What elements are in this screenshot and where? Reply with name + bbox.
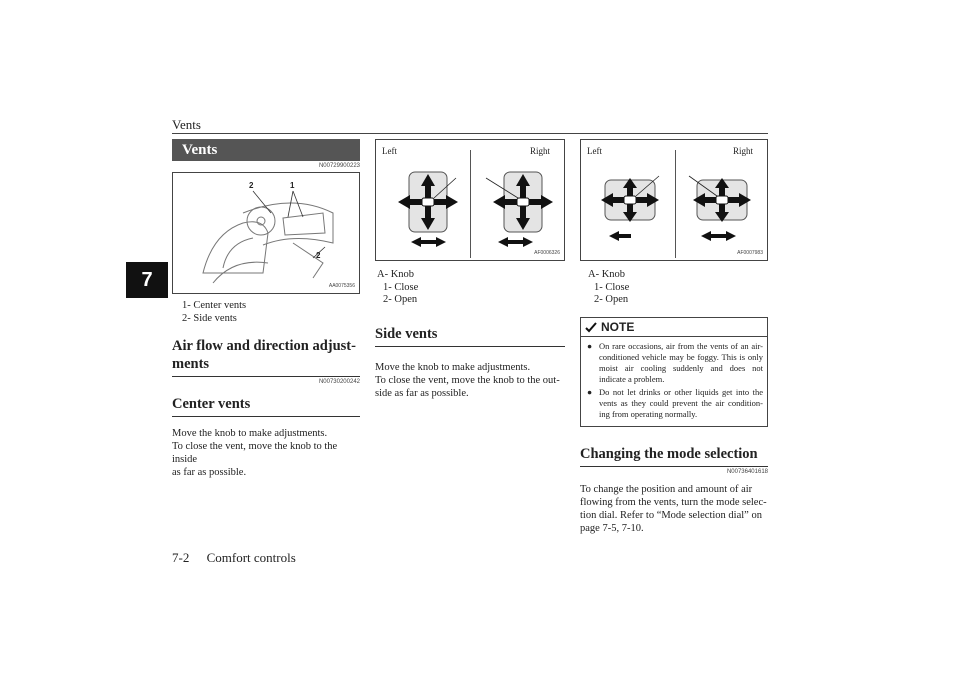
list-item: 2- Side vents — [182, 312, 237, 324]
body-line: To close the vent, move the knob to the inside — [172, 441, 338, 465]
header-rule — [172, 133, 768, 134]
note-text: Do not let drinks or other liquids get into the vents as they could prevent the air condition-ing from operating normally. — [599, 386, 763, 419]
body-line: Move the knob to make adjustments. — [172, 428, 328, 439]
section-name: Comfort controls — [206, 550, 296, 565]
callout-number: 2 — [316, 251, 321, 260]
section-heading: Side vents — [375, 325, 565, 347]
center-vents-figure — [172, 172, 360, 294]
list-item: 2- Open — [594, 294, 629, 305]
vent-arrows-illustration — [581, 140, 767, 260]
note-item — [585, 341, 763, 385]
body-line: flowing from the vents, turn the mode selec- — [580, 496, 767, 508]
legend-list — [375, 269, 565, 307]
figure-left-label: Left — [587, 146, 602, 156]
side-vents-figure-1 — [375, 139, 565, 261]
section-heading: Air flow and direction adjust-ments — [172, 337, 360, 377]
list-item: A- Knob — [377, 269, 415, 280]
column-3 — [580, 139, 768, 535]
list-item: 1- Center vents — [182, 300, 247, 311]
body-line: page 7-5, 7-10. — [580, 522, 644, 534]
section-code: N00736401618 — [726, 468, 768, 475]
page-footer — [172, 550, 310, 566]
pencil-check-icon — [585, 321, 597, 333]
figure-code: AF0007983 — [737, 250, 763, 256]
note-label: NOTE — [601, 319, 635, 334]
figure-left-label: Left — [382, 146, 397, 156]
side-vents-figure-2 — [580, 139, 768, 261]
list-item: A- Knob — [588, 269, 626, 280]
body-line: Move the knob to make adjustments. — [375, 361, 531, 373]
body-line: To close the vent, move the knob to the out- — [375, 374, 560, 386]
note-list — [581, 337, 767, 426]
dashboard-illustration — [173, 173, 359, 293]
body-line: side as far as possible. — [375, 387, 469, 399]
note-header — [581, 318, 767, 337]
section-code: N00730200242 — [318, 379, 360, 385]
column-2 — [375, 139, 565, 400]
page-number: 7-2 — [172, 550, 190, 565]
bullet-icon: ● — [587, 340, 593, 351]
body-paragraph — [172, 427, 360, 479]
page-header-title: Vents — [172, 117, 201, 132]
body-paragraph — [375, 361, 565, 400]
note-box — [580, 317, 768, 427]
figure-code: AA0075356 — [328, 283, 355, 289]
body-line: tion dial. Refer to “Mode selection dial” on — [580, 509, 762, 521]
list-item: 2- Open — [383, 294, 418, 305]
section-code: N00729900223 — [318, 163, 360, 169]
callout-number: 1 — [290, 181, 295, 190]
bullet-icon: ● — [587, 386, 593, 397]
note-text: On rare occasions, air from the vents of an air-conditioned vehicle may be foggy. This is only moist air cooling suddenly and does not indicate a problem. — [599, 340, 763, 384]
note-item — [585, 387, 763, 420]
callout-number: 2 — [249, 181, 254, 190]
chapter-tab: 7 — [126, 262, 168, 298]
subsection-heading: Center vents — [172, 395, 360, 417]
body-line: To change the position and amount of air — [580, 483, 753, 495]
legend-list — [172, 300, 360, 325]
body-line: as far as possible. — [172, 467, 247, 478]
column-1 — [172, 139, 360, 479]
legend-list — [580, 269, 768, 307]
vent-arrows-illustration — [376, 140, 564, 260]
section-title-bar: Vents — [172, 139, 360, 161]
body-paragraph — [580, 483, 768, 535]
section-heading: Changing the mode selection — [580, 445, 768, 467]
figure-right-label: Right — [732, 146, 753, 156]
figure-right-label: Right — [529, 146, 550, 156]
list-item: 1- Close — [383, 281, 419, 293]
list-item: 1- Close — [594, 281, 630, 293]
figure-code: AF0006326 — [534, 250, 560, 256]
